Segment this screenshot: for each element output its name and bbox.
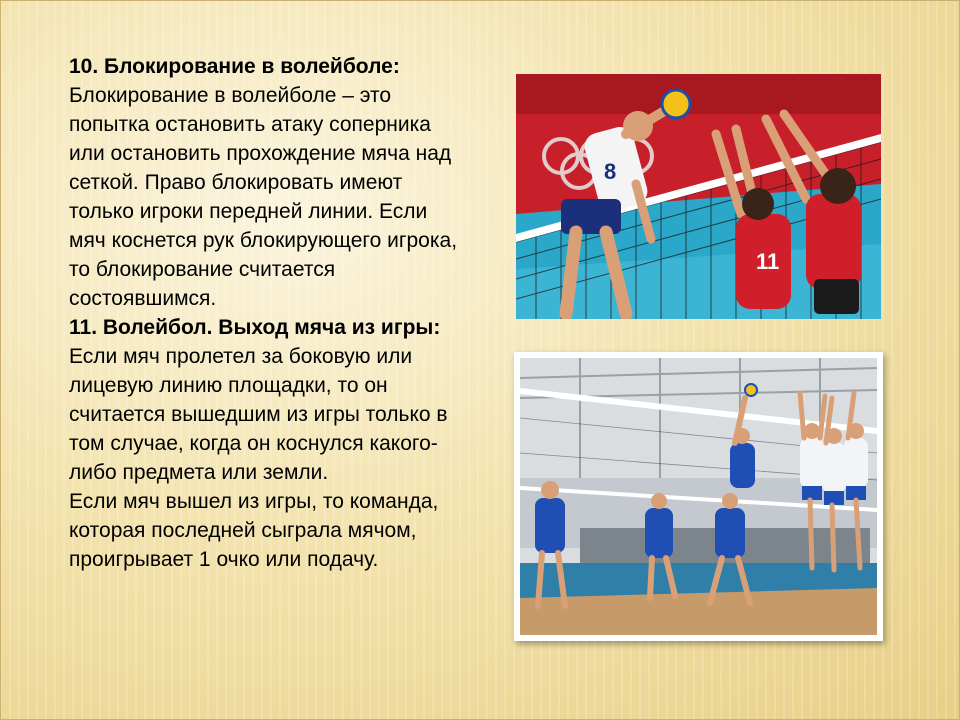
photo-ball-out	[520, 358, 877, 635]
paragraph-lost-point: Если мяч вышел из игры, то команда, которая последней сыграла мячом, проигрывает 1 очко или подачу.	[69, 490, 439, 571]
photo-blocking	[516, 74, 881, 319]
slide-text	[69, 52, 464, 574]
heading-blocking: 10. Блокирование в волейболе:	[69, 55, 400, 78]
paragraph-blocking: Блокирование в волейболе – это попытка остановить атаку соперника или остановить прохождение мяча над сеткой. Право блокировать имеют только игроки передней линии. Если мяч коснется рук блокирующего игрока, то блокирование считается состоявшимся.	[69, 84, 458, 310]
heading-ball-out: 11. Волейбол. Выход мяча из игры:	[69, 316, 441, 339]
svg-text:11: 11	[756, 249, 780, 274]
svg-text:8: 8	[604, 159, 617, 184]
photo-ball-out-illustration	[520, 358, 877, 635]
paragraph-ball-out: Если мяч пролетел за боковую или лицевую линию площадки, то он считается вышедшим из игры только в том случае, когда он коснулся какого-либо предмета или земли.	[69, 345, 448, 484]
photo-blocking-illustration	[516, 74, 881, 319]
photo-ball-out-frame	[514, 352, 883, 641]
